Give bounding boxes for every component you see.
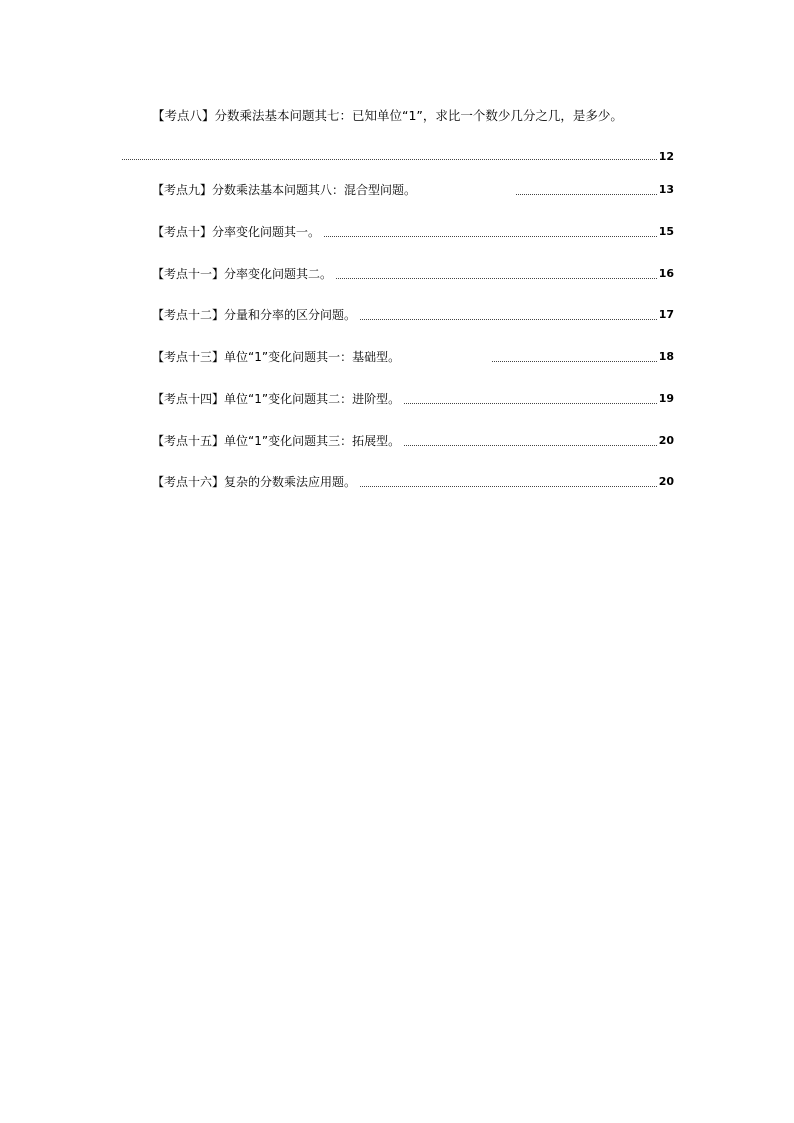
toc-entry[interactable] xyxy=(152,343,674,365)
toc-entry-title: 【考点十六】复杂的分数乘法应用题。 xyxy=(152,475,357,489)
toc-entry-title: 【考点十】分率变化问题其一。 xyxy=(152,225,321,239)
toc-entry[interactable] xyxy=(152,385,674,407)
toc-entry[interactable] xyxy=(152,218,674,240)
toc-entry[interactable] xyxy=(152,176,674,198)
toc-page-number: 18 xyxy=(658,350,674,363)
toc-entry[interactable] xyxy=(152,468,674,490)
dot-leader xyxy=(404,445,657,446)
toc-entry-title: 【考点十三】单位“1”变化问题其一：基础型。 xyxy=(152,350,401,364)
dot-leader xyxy=(324,236,657,237)
toc-page-number: 16 xyxy=(658,267,674,280)
dot-leader xyxy=(516,194,657,195)
toc-page-number: 12 xyxy=(658,150,674,163)
toc-page-number: 19 xyxy=(658,392,674,405)
toc-page-number: 15 xyxy=(658,225,674,238)
dot-leader xyxy=(336,278,657,279)
toc-entry-title: 【考点十一】分率变化问题其二。 xyxy=(152,267,333,281)
toc-entry[interactable] xyxy=(152,260,674,282)
toc-entry-title[interactable]: 【考点八】分数乘法基本问题其七：已知单位“1”，求比一个数少几分之几，是多少。 xyxy=(152,108,623,123)
toc-page-number: 20 xyxy=(658,475,674,488)
toc-entry-title: 【考点十二】分量和分率的区分问题。 xyxy=(152,308,357,322)
dot-leader xyxy=(122,159,657,160)
toc-entry[interactable] xyxy=(152,427,674,449)
toc-page-number: 13 xyxy=(658,183,674,196)
toc-entry[interactable] xyxy=(152,301,674,323)
toc-page-number: 20 xyxy=(658,434,674,447)
toc-entry-title: 【考点十四】单位“1”变化问题其二：进阶型。 xyxy=(152,392,401,406)
toc-entry-title: 【考点九】分数乘法基本问题其八：混合型问题。 xyxy=(152,183,417,197)
dot-leader xyxy=(360,319,657,320)
toc-entry-title: 【考点十五】单位“1”变化问题其三：拓展型。 xyxy=(152,434,401,448)
dot-leader xyxy=(492,361,657,362)
toc-page-number: 17 xyxy=(658,308,674,321)
dot-leader xyxy=(360,486,657,487)
dot-leader xyxy=(404,403,657,404)
toc-entry-leader-line[interactable] xyxy=(122,145,674,163)
